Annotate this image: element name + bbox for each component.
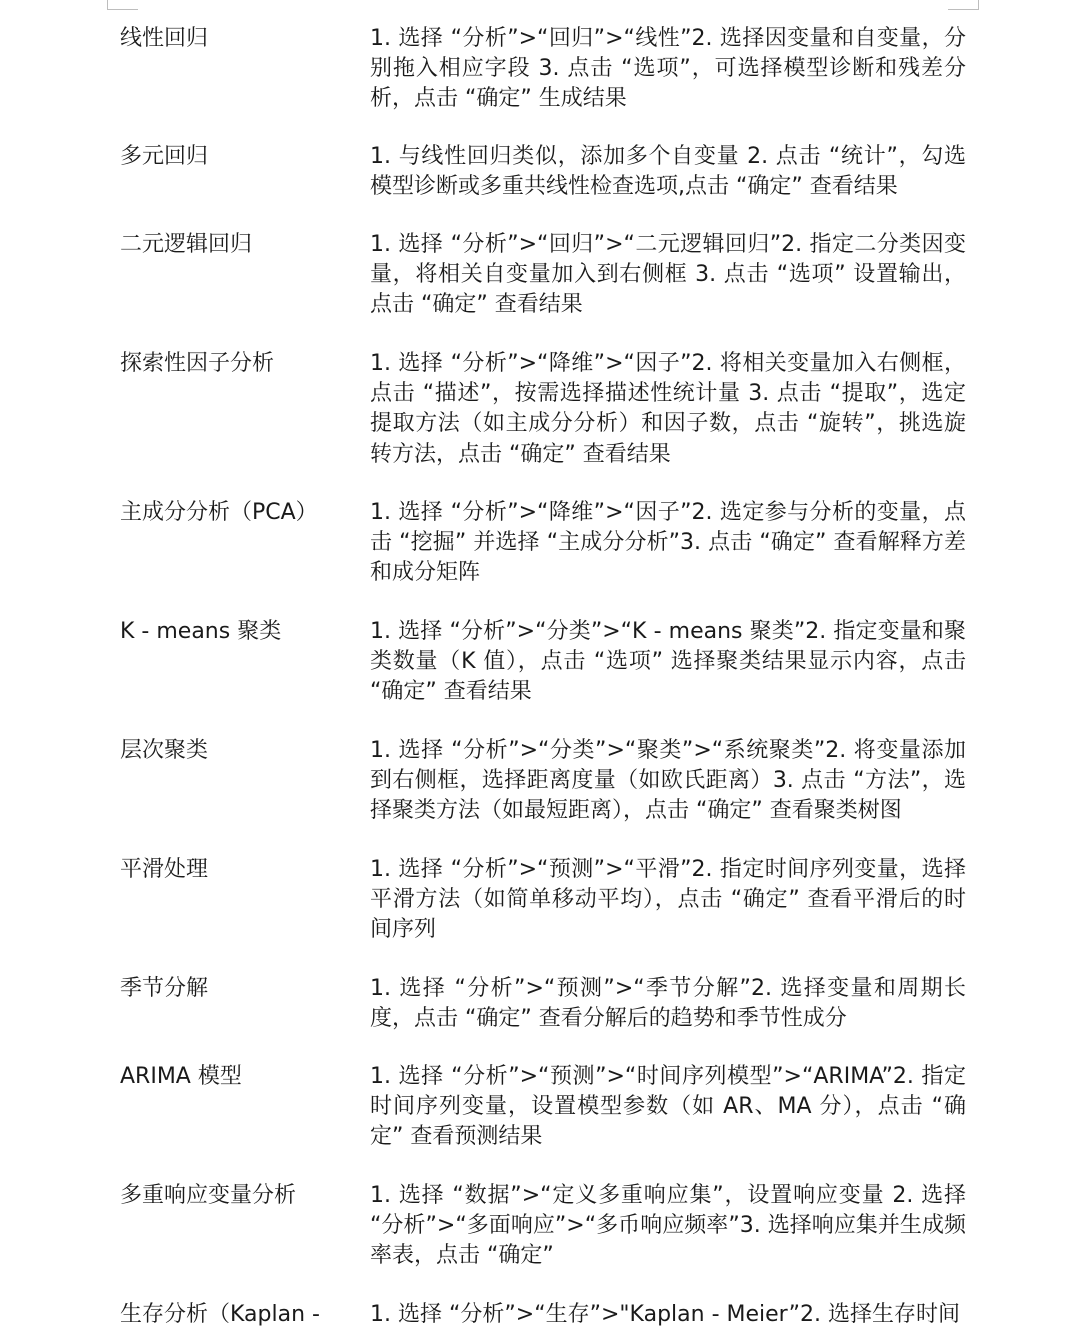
method-name: 平滑处理 (120, 857, 209, 882)
method-name: K - means 聚类 (120, 619, 282, 644)
method-steps: 1. 选择 “分析”>“回归”>“二元逻辑回归”2. 指定二分类因变量，将相关自变量加入到右侧框 3. 点击 “选项” 设置输出，点击 “确定” 查看结果 (370, 232, 966, 318)
method-name: 线性回归 (120, 26, 209, 51)
method-steps: 1. 选择 “分析”>“分类”>“聚类”>“系统聚类”2. 将变量添加到右侧框，选择距离度量（如欧氏距离）3. 点击 “方法”，选择聚类方法（如最短距离），点击 “确定” 查看聚类树图 (370, 738, 966, 824)
method-name: 探索性因子分析 (120, 351, 275, 376)
method-name: 生存分析（Kaplan - (120, 1302, 320, 1327)
method-name: 主成分分析（PCA） (120, 500, 318, 525)
method-steps: 1. 选择 “分析”>“降维”>“因子”2. 将相关变量加入右侧框，点击 “描述”，按需选择描述性统计量 3. 点击 “提取”，选定提取方法（如主成分分析）和因子数，点击 “旋转”，挑选旋转方法，点击 “确定” 查看结果 (370, 351, 966, 467)
method-steps: 1. 选择 “分析”>“分类”>“K - means 聚类”2. 指定变量和聚类数量（K 值），点击 “选项” 选择聚类结果显示内容，点击 “确定” 查看结果 (370, 619, 966, 705)
method-name: 多元回归 (120, 144, 209, 169)
method-steps: 1. 选择 “分析”>“预测”>“平滑”2. 指定时间序列变量，选择平滑方法（如简单移动平均），点击 “确定” 查看平滑后的时间序列 (370, 857, 966, 943)
method-steps: 1. 选择 “分析”>“生存”>"Kaplan - Meier”2. 选择生存时间 (370, 1302, 961, 1327)
method-steps: 1. 选择 “分析”>“回归”>“线性”2. 选择因变量和自变量，分别拖入相应字段 3. 点击 “选项”，可选择模型诊断和残差分析，点击 “确定” 生成结果 (370, 26, 966, 112)
method-name: 季节分解 (120, 976, 209, 1001)
method-steps: 1. 选择 “分析”>“预测”>“时间序列模型”>“ARIMA”2. 指定时间序列变量，设置模型参数（如 AR、MA 分），点击 “确定” 查看预测结果 (370, 1064, 966, 1150)
page-corner-mark-left (107, 0, 138, 10)
method-name: 二元逻辑回归 (120, 232, 253, 257)
method-name: 多重响应变量分析 (120, 1183, 297, 1208)
method-steps: 1. 选择 “数据”>“定义多重响应集”，设置响应变量 2. 选择 “分析”>“多面响应”>“多币响应频率”3. 选择响应集并生成频率表，点击 “确定” (370, 1183, 966, 1269)
method-steps: 1. 与线性回归类似，添加多个自变量 2. 点击 “统计”，勾选模型诊断或多重共线性检查选项,点击 “确定” 查看结果 (370, 144, 966, 200)
page-corner-mark-right (948, 0, 979, 10)
method-name: 层次聚类 (120, 738, 209, 763)
method-steps: 1. 选择 “分析”>“降维”>“因子”2. 选定参与分析的变量，点击 “挖掘” 并选择 “主成分分析”3. 点击 “确定” 查看解释方差和成分矩阵 (370, 500, 966, 586)
method-steps: 1. 选择 “分析”>“预测”>“季节分解”2. 选择变量和周期长度，点击 “确定” 查看分解后的趋势和季节性成分 (370, 976, 966, 1032)
method-name: ARIMA 模型 (120, 1064, 242, 1089)
